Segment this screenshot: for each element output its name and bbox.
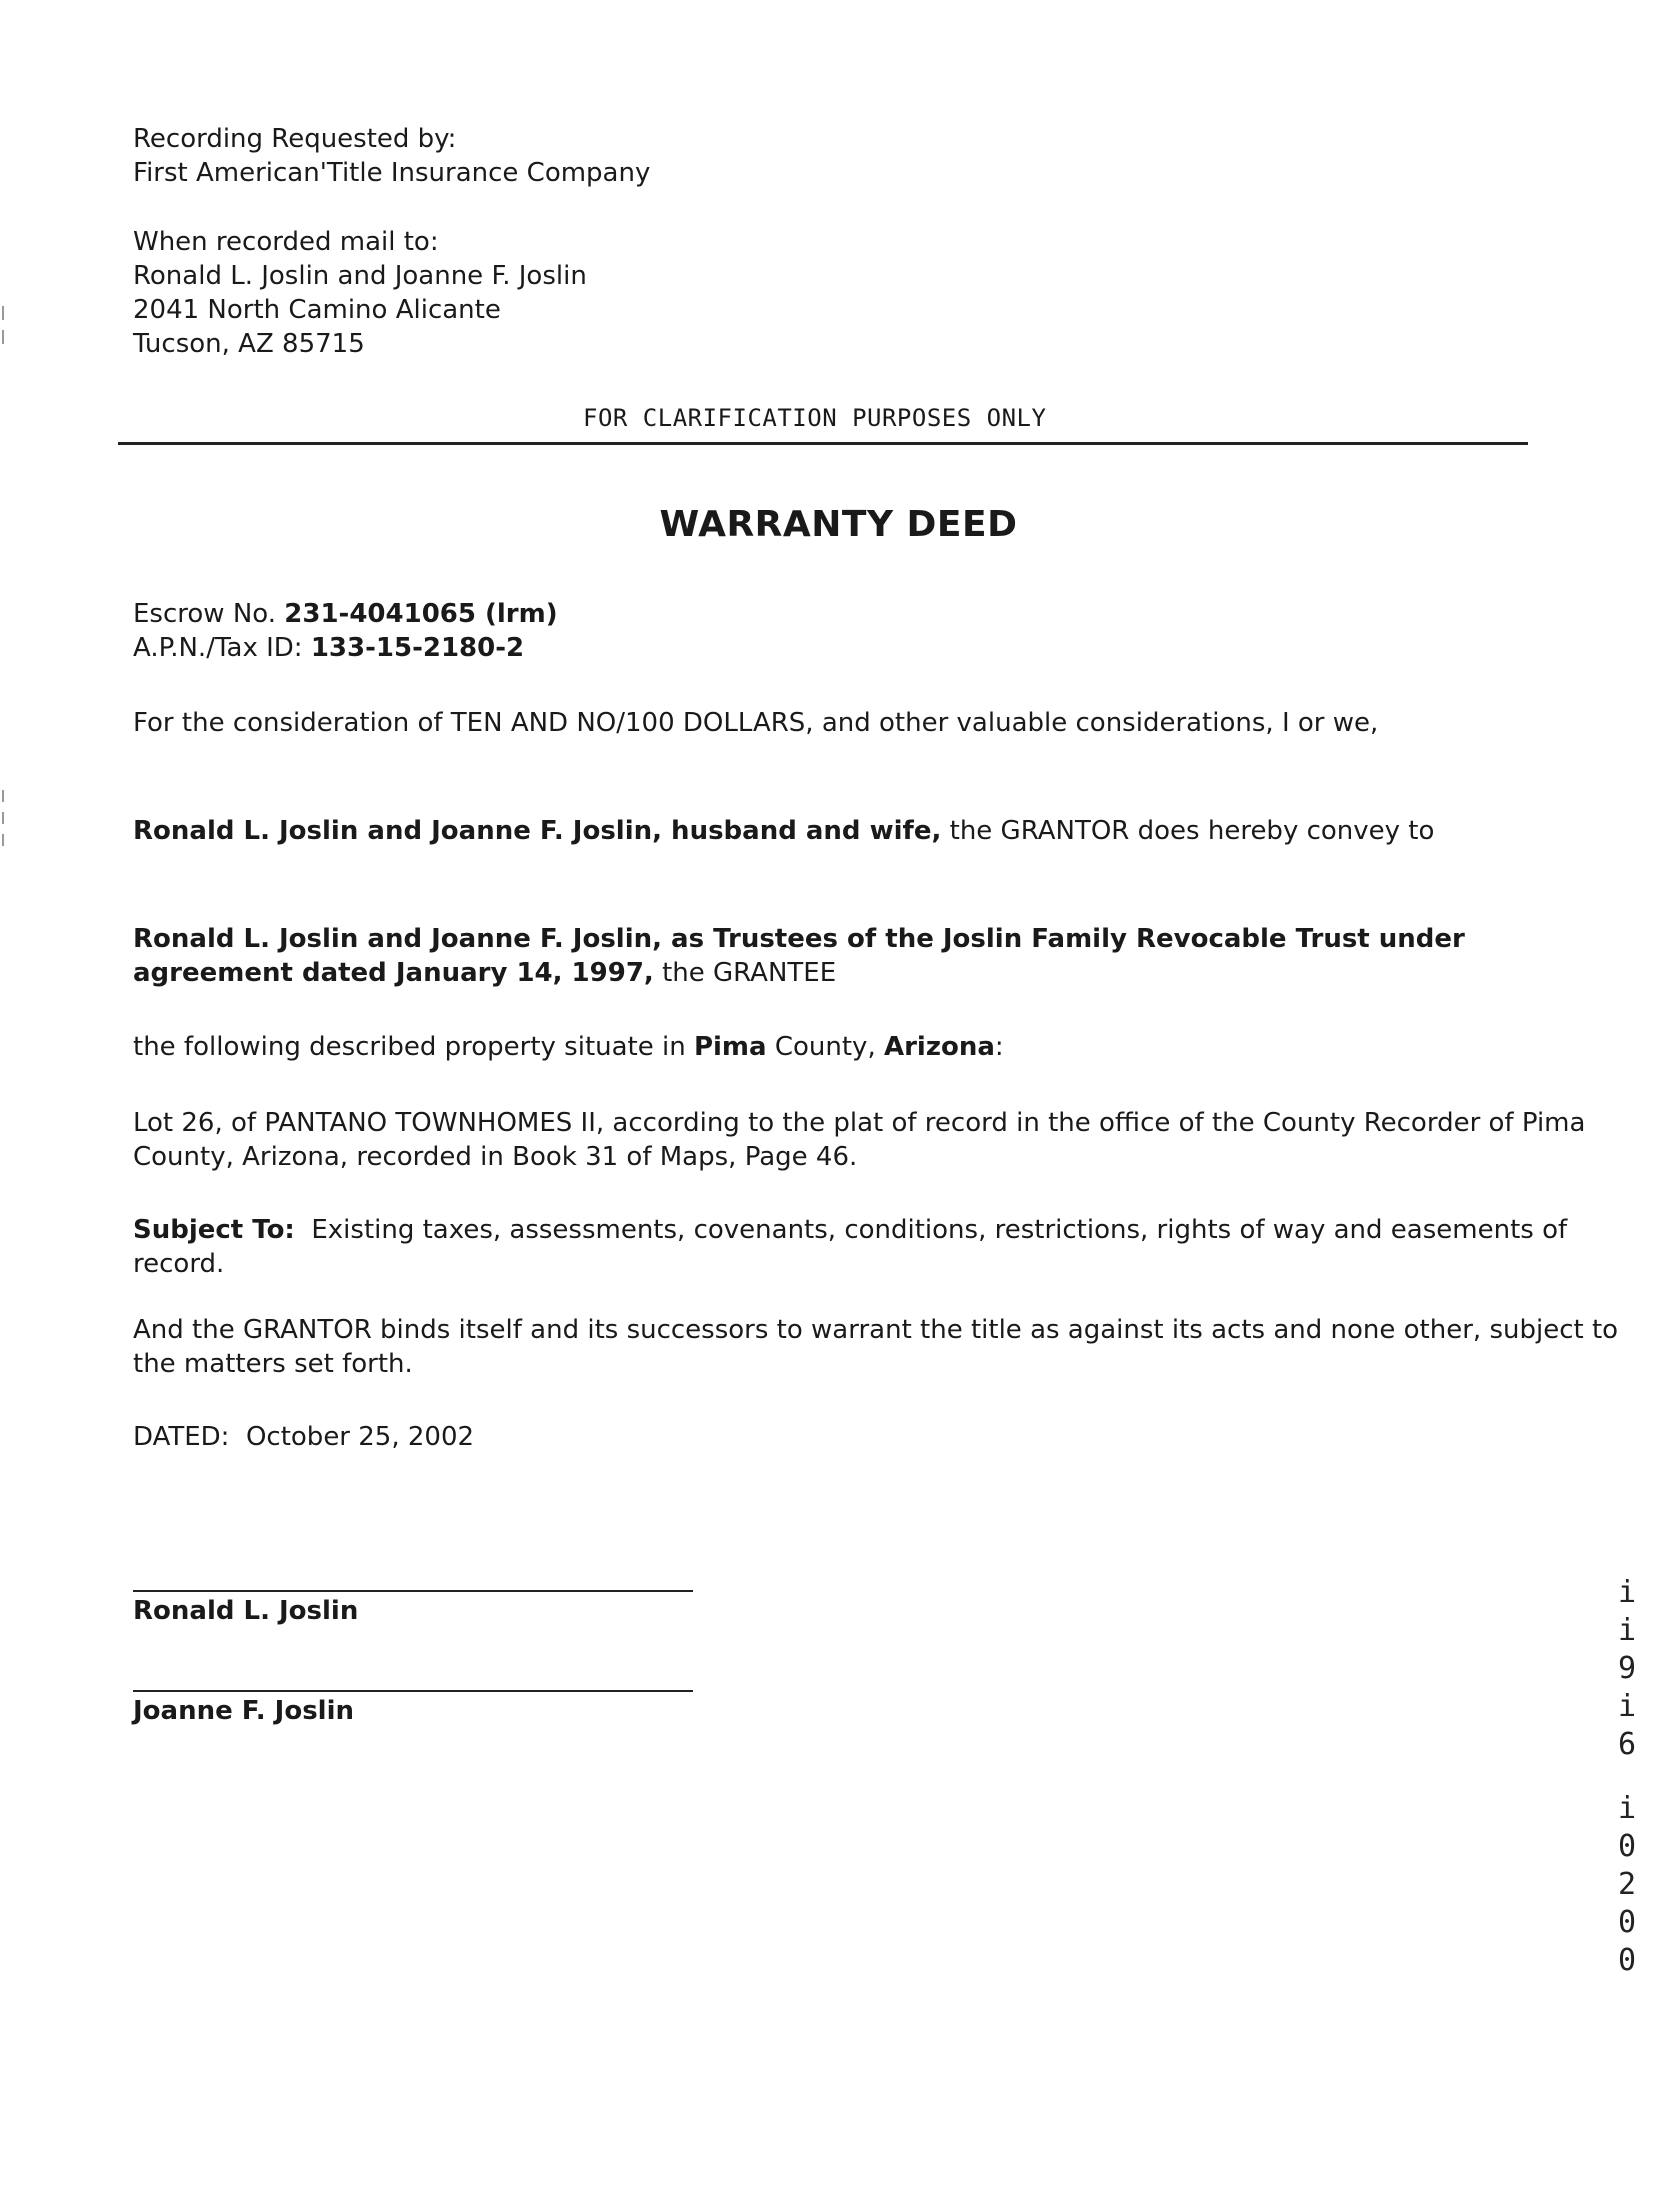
legal-description <box>133 1106 1585 1174</box>
escrow-block <box>133 597 558 665</box>
scan-mark <box>2 790 4 802</box>
property-prefix: the following described property situate in <box>133 1032 686 1062</box>
grantee-date: agreement dated January 14, 1997, <box>133 958 654 988</box>
escrow-value: 231-4041065 (lrm) <box>284 599 558 629</box>
clarification-note: FOR CLARIFICATION PURPOSES ONLY <box>583 404 1047 432</box>
signer-2-name: Joanne F. Joslin <box>133 1696 354 1726</box>
recording-requested-block <box>133 122 650 190</box>
property-suffix: : <box>994 1032 1004 1062</box>
grantor-paragraph <box>133 814 1434 848</box>
signer-1-name: Ronald L. Joslin <box>133 1596 359 1626</box>
side-stamp-char: 2 <box>1617 1867 1637 1902</box>
mail-to-block <box>133 225 587 361</box>
side-stamp-group-2 <box>1612 1790 1642 1980</box>
mail-to-label: When recorded mail to: <box>133 227 439 257</box>
side-stamp-char: i <box>1617 1613 1637 1648</box>
scan-mark <box>2 306 4 320</box>
side-stamp-char: i <box>1617 1791 1637 1826</box>
document-title: WARRANTY DEED <box>659 504 1018 545</box>
grantee-paragraph <box>133 922 1465 990</box>
scan-mark <box>2 812 4 824</box>
signature-line-2 <box>133 1690 693 1692</box>
property-state: Arizona <box>883 1032 995 1062</box>
header-divider <box>118 442 1528 445</box>
grantor-rest: the GRANTOR does hereby convey to <box>949 816 1435 846</box>
grantee-line1: Ronald L. Joslin and Joanne F. Joslin, as Trustees of the Joslin Family Revocable Trust under <box>133 924 1465 954</box>
signature-line-1 <box>133 1590 693 1592</box>
grantee-rest: the GRANTEE <box>662 958 837 988</box>
consideration-paragraph: For the consideration of TEN AND NO/100 DOLLARS, and other valuable considerations, I or we, <box>133 708 1379 738</box>
warrant-line2: the matters set forth. <box>133 1349 413 1379</box>
side-stamp-char: 6 <box>1617 1727 1637 1762</box>
apn-value: 133-15-2180-2 <box>310 633 525 663</box>
mail-to-street: 2041 North Camino Alicante <box>133 295 501 325</box>
scan-mark <box>2 330 4 344</box>
grantor-names: Ronald L. Joslin and Joanne F. Joslin, husband and wife, <box>133 816 942 846</box>
legal-line1: Lot 26, of PANTANO TOWNHOMES II, according to the plat of record in the office of the County Recorder of Pima <box>133 1108 1586 1138</box>
warrant-paragraph <box>133 1313 1618 1381</box>
side-stamp-char: 0 <box>1617 1829 1637 1864</box>
apn-label: A.P.N./Tax ID: <box>133 633 303 663</box>
property-location <box>133 1030 1004 1064</box>
warrant-line1: And the GRANTOR binds itself and its successors to warrant the title as against its acts and none other, subject to <box>133 1315 1619 1345</box>
dated-line: DATED: October 25, 2002 <box>133 1422 475 1452</box>
recording-requested-label: Recording Requested by: <box>133 124 457 154</box>
apn-number <box>133 631 558 665</box>
subject-to-label: Subject To: <box>133 1215 295 1245</box>
side-stamp-char: 0 <box>1617 1905 1637 1940</box>
subject-to-paragraph <box>133 1213 1567 1281</box>
mail-to-name: Ronald L. Joslin and Joanne F. Joslin <box>133 261 587 291</box>
mail-to-city: Tucson, AZ 85715 <box>133 329 365 359</box>
subject-line2: record. <box>133 1249 225 1279</box>
property-mid: County, <box>774 1032 876 1062</box>
side-stamp-char: 9 <box>1617 1651 1637 1686</box>
legal-line2: County, Arizona, recorded in Book 31 of Maps, Page 46. <box>133 1142 858 1172</box>
property-county: Pima <box>693 1032 767 1062</box>
recording-requested-company: First American'Title Insurance Company <box>133 158 651 188</box>
escrow-number <box>133 597 558 631</box>
side-stamp-char: 0 <box>1617 1943 1637 1978</box>
escrow-label: Escrow No. <box>133 599 276 629</box>
side-stamp-group-1 <box>1612 1574 1642 1764</box>
side-stamp-char: i <box>1617 1575 1637 1610</box>
scan-mark <box>2 834 4 846</box>
subject-line1: Existing taxes, assessments, covenants, conditions, restrictions, rights of way and easements of <box>311 1215 1568 1245</box>
side-stamp-char: i <box>1617 1689 1637 1724</box>
